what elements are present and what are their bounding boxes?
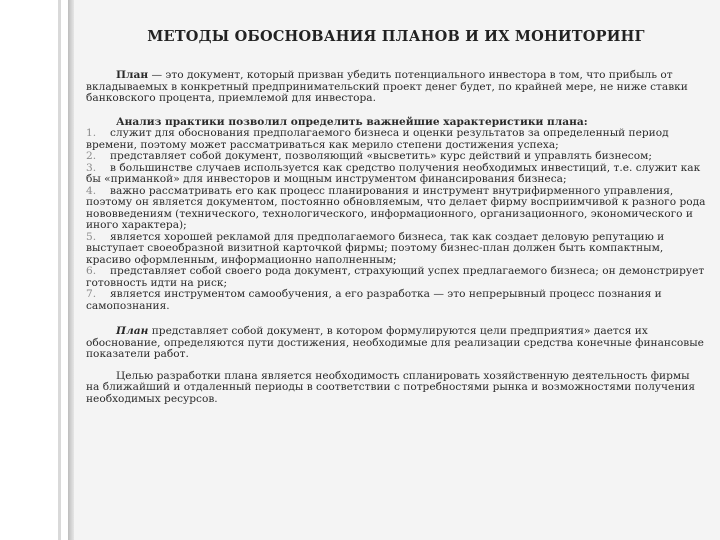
- spacer: [86, 312, 706, 326]
- plan-definition-paragraph: [86, 326, 706, 361]
- page-title: МЕТОДЫ ОБОСНОВАНИЯ ПЛАНОВ И ИХ МОНИТОРИНГ: [147, 28, 645, 45]
- list-item-number: 2.: [86, 150, 97, 162]
- slide-left-border: [68, 0, 74, 540]
- list-item-text: является инструментом самообучения, а его разработка — это непрерывный процесс познания и самопознания.: [86, 288, 662, 312]
- list-item: [86, 128, 706, 151]
- characteristics-list: [86, 128, 706, 312]
- list-item-number: 6.: [86, 265, 97, 277]
- plan-definition-text: представляет собой документ, в котором формулируются цели предприятия» дается их обоснование, определяются пути достижения, необходимые для реализации средства конечные финансовые показатели работ.: [86, 325, 704, 360]
- list-item: [86, 232, 706, 267]
- list-item-number: 3.: [86, 161, 97, 174]
- list-item-text: служит для обоснования предполагаемого бизнеса и оценки результатов за определенный период времени, поэтому может рассматриваться как мерило степени достижения успеха;: [86, 127, 669, 151]
- list-item-text: представляет собой своего рода документ, страхующий успех предлагаемого бизнеса; он демонстрирует готовность идти на риск;: [86, 265, 705, 289]
- list-item-text: является хорошей рекламой для предполагаемого бизнеса, так как создает деловую репутацию и выступает своеобразной визитной карточкой фирмы; поэтому бизнес-план должен быть компактным, красиво оформленным, информационно наполненным;: [86, 230, 665, 266]
- list-item: [86, 289, 706, 312]
- list-item-number: 4.: [86, 184, 97, 197]
- list-item-text: важно рассматривать его как процесс планирования и инструмент внутрифирменного управления, поэтому он является документом, постоянно обновляемым, что делает фирму восприимчивой к разного рода нововведениям (технического, технологического, информационного, организационного, экономического и иного характера);: [86, 184, 706, 231]
- goal-paragraph: Целью разработки плана является необходимость спланировать хозяйственную деятельность фирмы на ближайший и отдаленный периоды в соответствии с потребностями рынка и возможностями получения необходимых ресурсов.: [86, 369, 696, 405]
- list-item-number: 5.: [86, 230, 97, 243]
- list-item: [86, 186, 706, 232]
- intro-paragraph: [86, 70, 706, 105]
- document-body: [86, 70, 706, 415]
- list-item: [86, 266, 706, 289]
- plan-definition-term: План: [116, 325, 149, 337]
- slide-left-edge: [58, 0, 61, 540]
- analysis-lead: Анализ практики позволил определить важнейшие характеристики плана:: [116, 115, 588, 128]
- list-item-text: представляет собой документ, позволяющий «высветить» курс действий и управлять бизнесом;: [110, 150, 652, 162]
- intro-term: План: [116, 69, 149, 81]
- list-item-number: 1.: [86, 127, 97, 139]
- list-item: [86, 163, 706, 186]
- intro-text: — это документ, который призван убедить потенциального инвестора в том, что прибыль от вкладываемых в конкретный предпринимательский проект денег будет, по крайней мере, не ниже ставки банковского процента, приемлемой для инвестора.: [86, 69, 688, 104]
- list-item-number: 7.: [86, 288, 97, 300]
- list-item-text: в большинстве случаев используется как средство получения необходимых инвестиций, т.е. служит как бы «приманкой» для инвесторов и мощным инструментом финансирования бизнеса;: [86, 161, 701, 185]
